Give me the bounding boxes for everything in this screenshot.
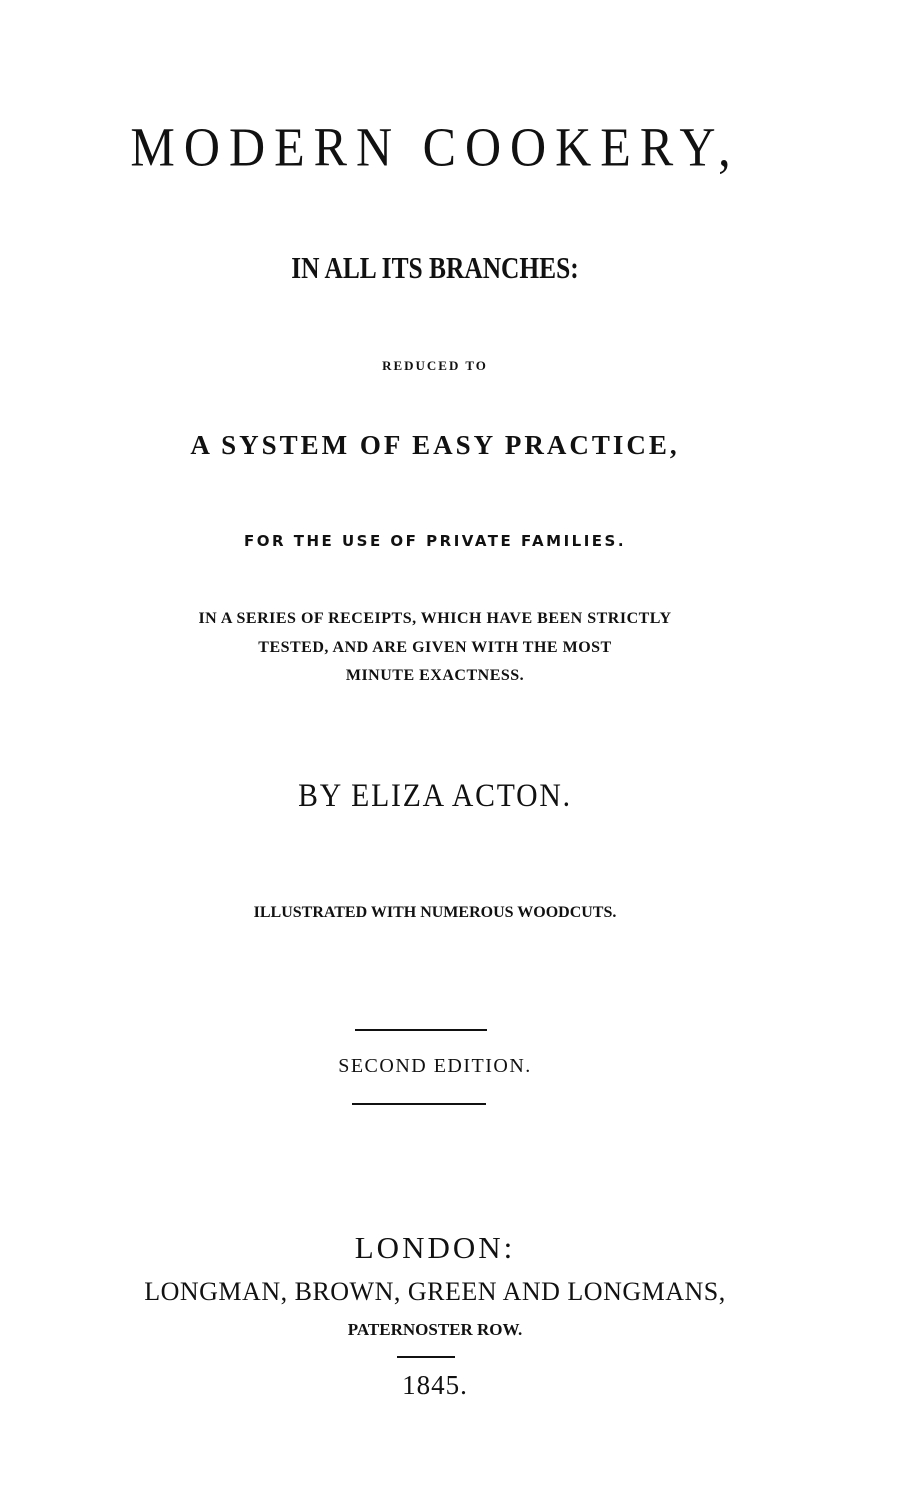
author: BY ELIZA ACTON. xyxy=(298,778,572,814)
series-line: TESTED, AND ARE GIVEN WITH THE MOST xyxy=(258,639,612,656)
book-title: MODERN COOKERY, xyxy=(130,116,740,178)
system-heading: A SYSTEM OF EASY PRACTICE, xyxy=(190,430,680,460)
series-line: IN A SERIES OF RECEIPTS, WHICH HAVE BEEN STRICTLY xyxy=(198,610,672,627)
illustrated-note: ILLUSTRATED WITH NUMEROUS WOODCUTS. xyxy=(253,904,617,921)
divider-rule xyxy=(355,1029,487,1031)
subtitle: IN ALL ITS BRANCHES: xyxy=(291,250,579,285)
divider-rule xyxy=(397,1356,455,1358)
series-line: MINUTE EXACTNESS. xyxy=(345,667,525,684)
edition: SECOND EDITION. xyxy=(338,1055,532,1077)
imprint-publisher: LONGMAN, BROWN, GREEN AND LONGMANS, xyxy=(144,1277,726,1306)
divider-rule xyxy=(352,1103,486,1105)
imprint-address: PATERNOSTER ROW. xyxy=(347,1320,523,1339)
imprint-year: 1845. xyxy=(402,1370,468,1400)
imprint-city: LONDON: xyxy=(354,1230,516,1265)
reduced-to-text: REDUCED TO xyxy=(382,358,488,373)
families-line: FOR THE USE OF PRIVATE FAMILIES. xyxy=(243,532,627,550)
